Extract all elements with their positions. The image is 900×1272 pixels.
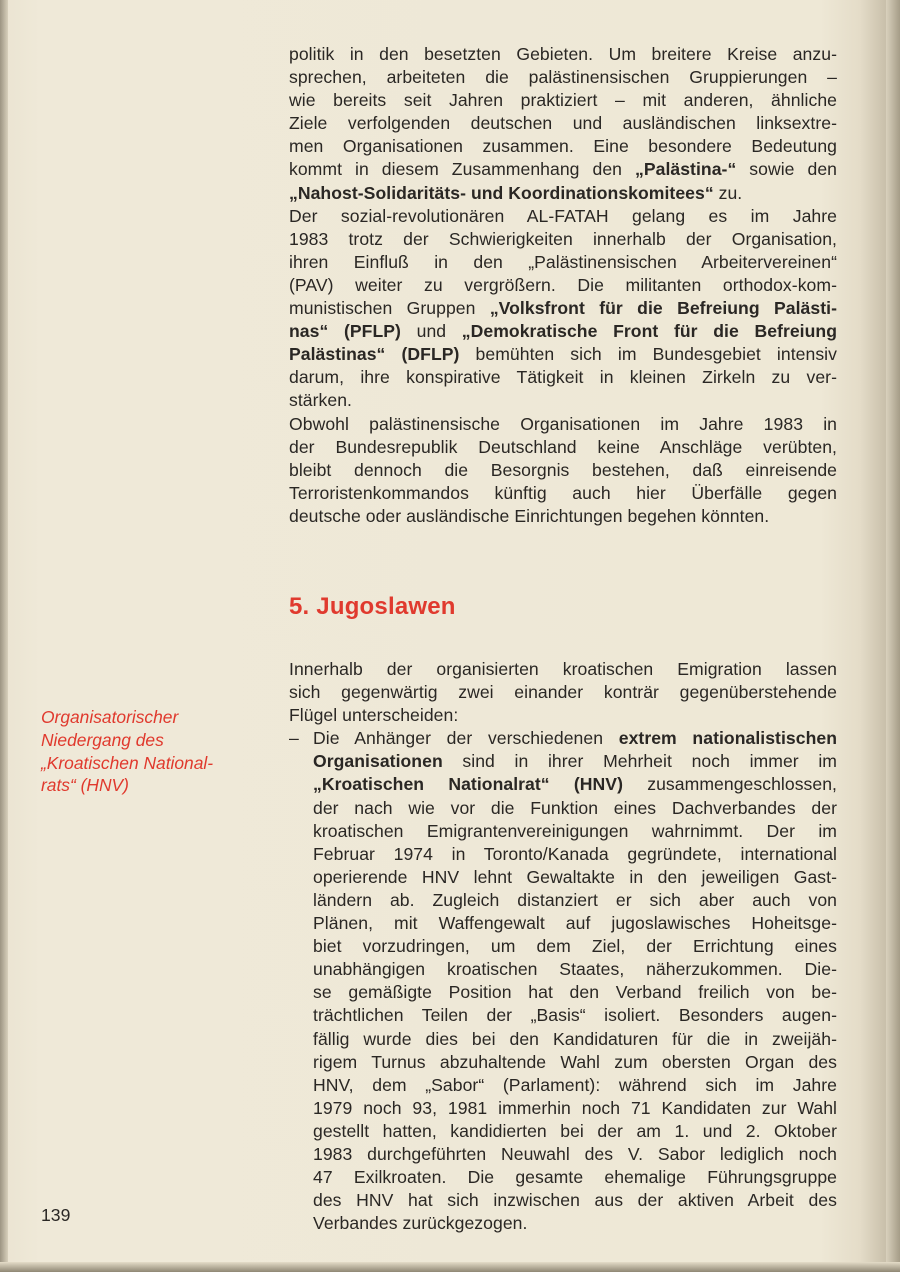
text-line <box>313 1212 837 1235</box>
list-dash: – <box>289 728 299 749</box>
text-line <box>289 135 837 158</box>
text-run: fällig wurde dies bei den Kandidaturen für die in zweijäh- <box>313 1028 837 1049</box>
text-line <box>289 205 837 228</box>
text-run: biet vorzudringen, um dem Ziel, der Errichtung eines <box>313 936 837 957</box>
text-line <box>289 459 837 482</box>
bold-text: extrem nationalistischen <box>618 728 837 749</box>
text-line <box>313 1074 837 1097</box>
text-run: wie bereits seit Jahren praktiziert – mit anderen, ähnliche <box>289 90 837 111</box>
text-line <box>313 935 837 958</box>
text-line <box>313 1004 837 1027</box>
margin-note-line: „Kroatischen National- <box>41 752 214 773</box>
margin-note-line: Organisatorischer <box>41 707 179 727</box>
text-run: politik in den besetzten Gebieten. Um breitere Kreise anzu- <box>289 44 837 64</box>
list-item <box>289 727 837 1235</box>
text-line <box>313 1189 837 1212</box>
text-line <box>313 1097 837 1120</box>
text-line <box>313 797 837 820</box>
bold-text: „Nahost-Solidaritäts- und Koordinationskomitees“ <box>289 182 714 203</box>
text-run: (PAV) weiter zu vergrößern. Die militanten orthodox-kom- <box>289 274 837 295</box>
text-run: 1983 durchgeführten Neuwahl des V. Sabor lediglich noch <box>313 1143 837 1164</box>
text-line <box>313 1143 837 1166</box>
text-line <box>313 912 837 935</box>
text-line: sich gegenwärtig zwei einander konträr gegenüberstehende <box>289 682 837 703</box>
text-line <box>289 274 837 297</box>
margin-note-line: Niedergang des <box>41 729 164 750</box>
text-line <box>313 981 837 1004</box>
text-run: der Bundesrepublik Deutschland keine Anschläge verübten, <box>289 436 837 457</box>
text-run: Der sozial-revolutionären AL-FATAH gelang es im Jahre <box>289 205 837 226</box>
text-run: rigem Turnus abzuhaltende Wahl zum obersten Organ des <box>313 1051 837 1072</box>
binding-fold <box>0 0 8 1272</box>
bold-text: Palästinas“ (DFLP) <box>289 344 460 365</box>
text-run: deutsche oder ausländische Einrichtungen begehen könnten. <box>289 505 770 526</box>
text-line <box>289 43 837 66</box>
text-line <box>313 843 837 866</box>
text-run: Plänen, mit Waffengewalt auf jugoslawisches Hoheitsge- <box>313 913 837 934</box>
text-run: se gemäßigte Position hat den Verband freilich von be- <box>313 982 837 1003</box>
text-line <box>289 436 837 459</box>
body-text-section-yugoslavs <box>289 658 837 1235</box>
bold-text: „Palästina-“ <box>634 159 737 180</box>
margin-note <box>41 706 251 797</box>
text-run: bleibt dennoch die Besorgnis bestehen, daß einreisende <box>289 459 837 480</box>
bold-text: „Demokratische Front für die Befreiung <box>461 321 838 342</box>
text-run: trächtlichen Teilen der „Basis“ isoliert. Besonders augen- <box>313 1005 837 1026</box>
text-line <box>289 297 837 320</box>
text-line <box>313 958 837 981</box>
text-line <box>289 389 837 412</box>
page-edge-bottom <box>0 1262 900 1272</box>
text-line <box>313 727 837 750</box>
page-number: 139 <box>41 1205 71 1225</box>
text-line <box>289 112 837 135</box>
text-line <box>289 89 837 112</box>
text-run: Obwohl palästinensische Organisationen im Jahre 1983 in <box>289 413 837 434</box>
text-run: bemühten sich im Bundesgebiet intensiv <box>459 344 837 365</box>
text-run: gestellt hatten, kandidierten bei der am 1. und 2. Oktober <box>313 1120 837 1141</box>
text-line: Innerhalb der organisierten kroatischen Emigration lassen <box>289 659 837 679</box>
text-run: des HNV hat sich inzwischen aus der aktiven Arbeit des <box>313 1190 837 1211</box>
text-line <box>289 182 837 205</box>
text-line: Flügel unterscheiden: <box>289 705 459 726</box>
text-line <box>313 1120 837 1143</box>
text-run: zu. <box>713 182 743 203</box>
text-run: sprechen, arbeiteten die palästinensischen Gruppierungen – <box>289 67 837 88</box>
text-line <box>289 66 837 89</box>
text-run: darum, ihre konspirative Tätigkeit in kleinen Zirkeln zu ver- <box>289 367 837 388</box>
text-run: munistischen Gruppen <box>289 298 490 319</box>
text-run: operierende HNV lehnt Gewaltakte in den jeweiligen Gast- <box>313 866 837 887</box>
text-run: kroatischen Emigrantenvereinigungen wahrnimmt. Der im <box>313 820 837 841</box>
text-line <box>313 1028 837 1051</box>
text-line <box>313 1166 837 1189</box>
text-run: HNV, dem „Sabor“ (Parlament): während sich im Jahre <box>313 1074 837 1095</box>
text-line <box>313 866 837 889</box>
text-line <box>289 320 837 343</box>
text-run: Die Anhänger der verschiedenen <box>313 728 619 749</box>
bold-text: „Volksfront für die Befreiung Palästi- <box>489 298 837 319</box>
text-line <box>313 750 837 773</box>
text-line <box>289 251 837 274</box>
margin-note-line: rats“ (HNV) <box>41 775 129 796</box>
text-run: Februar 1974 in Toronto/Kanada gegründete, international <box>313 843 837 864</box>
text-line <box>289 343 837 366</box>
text-run: kommt in diesem Zusammenhang den <box>289 159 635 180</box>
text-run: sowie den <box>736 159 837 180</box>
text-run: Verbandes zurückgezogen. <box>313 1213 528 1234</box>
text-line <box>313 820 837 843</box>
text-line <box>313 773 837 796</box>
section-heading: 5. Jugoslawen <box>289 593 456 620</box>
text-run: 1979 noch 93, 1981 immerhin noch 71 Kandidaten zur Wahl <box>313 1097 837 1118</box>
body-text-section-palestine <box>289 43 837 528</box>
text-run: ländern ab. Zugleich distanziert er sich aber auch von <box>313 889 837 910</box>
text-run: 1983 trotz der Schwierigkeiten innerhalb der Organisation, <box>289 228 837 249</box>
text-line <box>289 366 837 389</box>
text-line <box>289 505 837 528</box>
text-line <box>313 889 837 912</box>
text-line <box>289 413 837 436</box>
text-line <box>289 482 837 505</box>
text-run: men Organisationen zusammen. Eine besondere Bedeutung <box>289 136 837 157</box>
text-run: zusammengeschlossen, <box>623 774 837 795</box>
text-run: Terroristenkommandos künftig auch hier Überfälle gegen <box>289 482 837 503</box>
text-run: 47 Exilkroaten. Die gesamte ehemalige Führungsgruppe <box>313 1167 837 1188</box>
bold-text: „Kroatischen Nationalrat“ (HNV) <box>313 774 623 795</box>
text-line <box>289 158 837 181</box>
text-line <box>313 1051 837 1074</box>
text-run: sind in ihrer Mehrheit noch immer im <box>442 751 837 772</box>
text-run: und <box>400 321 462 342</box>
text-run: ihren Einfluß in den „Palästinensischen Arbeitervereinen“ <box>289 251 837 272</box>
page-edge-right <box>886 0 900 1272</box>
bold-text: nas“ (PFLP) <box>289 321 401 342</box>
text-run: der nach wie vor die Funktion eines Dachverbandes der <box>313 797 837 818</box>
text-run: Ziele verfolgenden deutschen und ausländischen linksextre- <box>289 113 837 134</box>
text-line <box>289 228 837 251</box>
text-run: stärken. <box>289 390 352 411</box>
bold-text: Organisationen <box>313 751 443 772</box>
text-run: unabhängigen kroatischen Staates, näherzukommen. Die- <box>313 959 837 980</box>
